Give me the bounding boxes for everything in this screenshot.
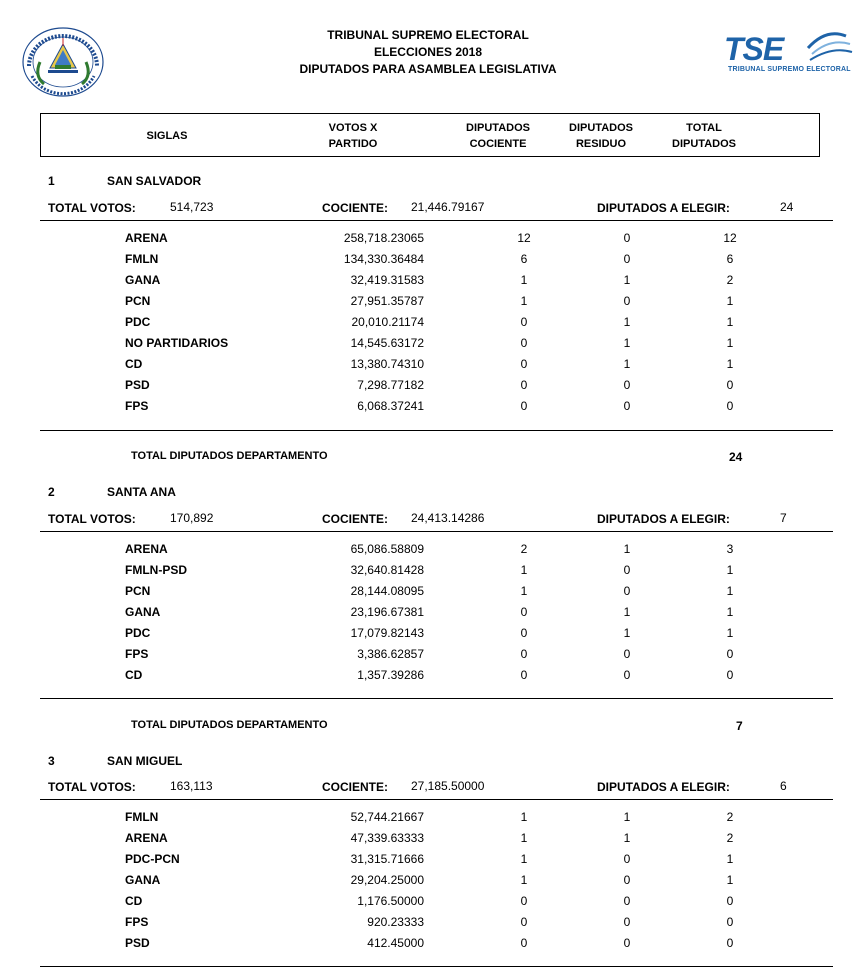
section-divider	[40, 799, 833, 800]
coat-of-arms-seal-icon	[20, 26, 106, 98]
diputados-cociente: 0	[520, 647, 528, 661]
party-votes: 27,951.35787	[350, 294, 424, 308]
diputados-residuo: 0	[623, 852, 631, 866]
total-diputados: 0	[726, 378, 734, 392]
col-total-1: TOTAL	[686, 122, 722, 134]
party-votes: 47,339.63333	[350, 831, 424, 845]
diputados-cociente: 1	[520, 563, 528, 577]
diputados-residuo: 0	[623, 252, 631, 266]
party-name: PSD	[125, 378, 150, 392]
diputados-cociente: 1	[520, 852, 528, 866]
diputados-cociente: 12	[517, 231, 531, 245]
total-diputados: 1	[726, 315, 734, 329]
party-name: FMLN	[125, 252, 159, 266]
total-diputados: 2	[726, 810, 734, 824]
section-divider	[40, 966, 833, 967]
col-residuo-2: RESIDUO	[575, 138, 627, 150]
diputados-residuo: 1	[623, 605, 631, 619]
a-elegir-label: DIPUTADOS A ELEGIR:	[597, 201, 730, 215]
party-votes: 412.45000	[367, 936, 424, 950]
diputados-residuo: 1	[623, 315, 631, 329]
party-row	[0, 810, 868, 831]
logo-caption: TRIBUNAL SUPREMO ELECTORAL	[728, 66, 851, 73]
party-row	[0, 915, 868, 936]
party-row	[0, 936, 868, 957]
cociente-label: COCIENTE:	[322, 780, 388, 794]
total-diputados: 0	[726, 647, 734, 661]
total-diputados: 1	[726, 584, 734, 598]
diputados-cociente: 1	[520, 294, 528, 308]
total-departamento-label: TOTAL DIPUTADOS DEPARTAMENTO	[131, 719, 328, 731]
total-departamento-value: 24	[729, 450, 743, 464]
party-name: PSD	[125, 936, 150, 950]
report-title: TRIBUNAL SUPREMO ELECTORAL	[327, 28, 529, 42]
a-elegir-label: DIPUTADOS A ELEGIR:	[597, 780, 730, 794]
diputados-cociente: 0	[520, 315, 528, 329]
svg-text:TSE: TSE	[724, 31, 784, 67]
col-votos-1: VOTOS X	[328, 122, 378, 134]
party-name: FMLN-PSD	[125, 563, 187, 577]
party-votes: 920.23333	[367, 915, 424, 929]
party-votes: 65,086.58809	[350, 542, 424, 556]
party-votes: 258,718.23065	[343, 231, 424, 245]
party-row	[0, 336, 868, 357]
diputados-cociente: 2	[520, 542, 528, 556]
party-votes: 3,386.62857	[357, 647, 424, 661]
section-divider	[40, 430, 833, 431]
party-row	[0, 894, 868, 915]
diputados-cociente: 1	[520, 831, 528, 845]
total-diputados: 0	[726, 936, 734, 950]
total-votos-value: 170,892	[170, 511, 214, 525]
diputados-residuo: 0	[623, 294, 631, 308]
diputados-residuo: 0	[623, 378, 631, 392]
diputados-residuo: 0	[623, 647, 631, 661]
total-votos-label: TOTAL VOTOS:	[48, 512, 136, 526]
total-departamento-value: 7	[736, 719, 743, 733]
report-heading: DIPUTADOS PARA ASAMBLEA LEGISLATIVA	[299, 62, 557, 76]
total-diputados: 0	[726, 399, 734, 413]
party-name: CD	[125, 668, 143, 682]
party-row	[0, 873, 868, 894]
party-votes: 31,315.71666	[350, 852, 424, 866]
diputados-residuo: 1	[623, 542, 631, 556]
department-number: 1	[48, 174, 55, 188]
diputados-cociente: 0	[520, 936, 528, 950]
diputados-cociente: 0	[520, 894, 528, 908]
col-residuo-1: DIPUTADOS	[569, 122, 633, 134]
diputados-cociente: 1	[520, 584, 528, 598]
party-name: ARENA	[125, 542, 168, 556]
cociente-value: 21,446.79167	[411, 200, 485, 214]
party-row	[0, 605, 868, 626]
col-total-2: DIPUTADOS	[672, 138, 736, 150]
total-diputados: 12	[723, 231, 737, 245]
party-name: GANA	[125, 605, 161, 619]
party-row	[0, 563, 868, 584]
diputados-cociente: 0	[520, 378, 528, 392]
party-votes: 1,176.50000	[357, 894, 424, 908]
department-name: SAN SALVADOR	[107, 174, 202, 188]
party-row	[0, 626, 868, 647]
diputados-residuo: 0	[623, 668, 631, 682]
total-diputados: 2	[726, 831, 734, 845]
party-row	[0, 357, 868, 378]
section-divider	[40, 220, 833, 221]
section-divider	[40, 698, 833, 699]
diputados-residuo: 0	[623, 563, 631, 577]
party-name: CD	[125, 894, 143, 908]
party-votes: 134,330.36484	[343, 252, 424, 266]
party-votes: 32,640.81428	[350, 563, 424, 577]
party-votes: 6,068.37241	[357, 399, 424, 413]
col-cociente-1: DIPUTADOS	[466, 122, 530, 134]
party-name: FMLN	[125, 810, 159, 824]
a-elegir-value: 7	[780, 511, 787, 525]
total-diputados: 1	[726, 563, 734, 577]
diputados-residuo: 0	[623, 936, 631, 950]
total-diputados: 1	[726, 852, 734, 866]
diputados-residuo: 0	[623, 873, 631, 887]
total-votos-label: TOTAL VOTOS:	[48, 780, 136, 794]
diputados-residuo: 1	[623, 336, 631, 350]
diputados-cociente: 0	[520, 605, 528, 619]
diputados-cociente: 0	[520, 336, 528, 350]
party-name: PDC-PCN	[125, 852, 180, 866]
diputados-residuo: 1	[623, 810, 631, 824]
diputados-cociente: 0	[520, 915, 528, 929]
party-row	[0, 852, 868, 873]
diputados-cociente: 1	[520, 273, 528, 287]
column-header-box	[40, 113, 820, 157]
col-siglas: SIGLAS	[146, 130, 188, 142]
party-row	[0, 647, 868, 668]
a-elegir-label: DIPUTADOS A ELEGIR:	[597, 512, 730, 526]
diputados-cociente: 1	[520, 810, 528, 824]
cociente-value: 24,413.14286	[411, 511, 485, 525]
diputados-cociente: 1	[520, 873, 528, 887]
total-diputados: 1	[726, 357, 734, 371]
section-divider	[40, 531, 833, 532]
party-row	[0, 378, 868, 399]
party-votes: 52,744.21667	[350, 810, 424, 824]
department-number: 3	[48, 754, 55, 768]
party-name: ARENA	[125, 831, 168, 845]
diputados-residuo: 1	[623, 831, 631, 845]
diputados-cociente: 0	[520, 626, 528, 640]
total-votos-label: TOTAL VOTOS:	[48, 201, 136, 215]
party-name: PDC	[125, 315, 151, 329]
report-subtitle: ELECCIONES 2018	[373, 45, 483, 59]
total-diputados: 6	[726, 252, 734, 266]
party-row	[0, 252, 868, 273]
diputados-residuo: 0	[623, 584, 631, 598]
party-votes: 1,357.39286	[357, 668, 424, 682]
diputados-cociente: 0	[520, 357, 528, 371]
party-votes: 28,144.08095	[350, 584, 424, 598]
party-row	[0, 542, 868, 563]
party-name: PDC	[125, 626, 151, 640]
party-name: PCN	[125, 584, 151, 598]
party-row	[0, 294, 868, 315]
party-name: FPS	[125, 915, 149, 929]
party-row	[0, 231, 868, 252]
party-row	[0, 399, 868, 420]
diputados-residuo: 0	[623, 231, 631, 245]
party-row	[0, 273, 868, 294]
total-diputados: 0	[726, 915, 734, 929]
department-name: SAN MIGUEL	[107, 754, 183, 768]
total-departamento-label: TOTAL DIPUTADOS DEPARTAMENTO	[131, 450, 328, 462]
party-votes: 20,010.21174	[351, 315, 424, 329]
party-row	[0, 584, 868, 605]
diputados-residuo: 1	[623, 357, 631, 371]
diputados-cociente: 0	[520, 668, 528, 682]
total-diputados: 1	[726, 294, 734, 308]
total-diputados: 1	[726, 873, 734, 887]
diputados-residuo: 0	[623, 915, 631, 929]
total-diputados: 1	[726, 626, 734, 640]
cociente-value: 27,185.50000	[411, 779, 485, 793]
total-diputados: 3	[726, 542, 734, 556]
col-cociente-2: COCIENTE	[469, 138, 527, 150]
diputados-residuo: 0	[623, 894, 631, 908]
party-name: NO PARTIDARIOS	[125, 336, 229, 350]
party-name: GANA	[125, 273, 161, 287]
cociente-label: COCIENTE:	[322, 201, 388, 215]
party-votes: 23,196.67381	[350, 605, 424, 619]
col-votos-2: PARTIDO	[328, 138, 378, 150]
cociente-label: COCIENTE:	[322, 512, 388, 526]
party-votes: 14,545.63172	[350, 336, 424, 350]
party-name: PCN	[125, 294, 151, 308]
total-diputados: 1	[726, 605, 734, 619]
party-name: GANA	[125, 873, 161, 887]
party-votes: 32,419.31583	[350, 273, 424, 287]
a-elegir-value: 6	[780, 779, 787, 793]
diputados-cociente: 0	[520, 399, 528, 413]
total-votos-value: 514,723	[170, 200, 214, 214]
party-name: FPS	[125, 647, 149, 661]
party-name: FPS	[125, 399, 149, 413]
department-number: 2	[48, 485, 55, 499]
total-diputados: 0	[726, 894, 734, 908]
party-votes: 7,298.77182	[357, 378, 424, 392]
party-row	[0, 315, 868, 336]
party-name: ARENA	[125, 231, 168, 245]
total-votos-value: 163,113	[170, 779, 213, 793]
party-votes: 13,380.74310	[350, 357, 424, 371]
party-row	[0, 831, 868, 852]
diputados-residuo: 1	[623, 273, 631, 287]
total-diputados: 1	[726, 336, 734, 350]
party-votes: 17,079.82143	[350, 626, 424, 640]
department-name: SANTA ANA	[107, 485, 176, 499]
diputados-residuo: 0	[623, 399, 631, 413]
party-row	[0, 668, 868, 689]
diputados-cociente: 6	[520, 252, 528, 266]
party-name: CD	[125, 357, 143, 371]
party-votes: 29,204.25000	[350, 873, 424, 887]
diputados-residuo: 1	[623, 626, 631, 640]
total-diputados: 2	[726, 273, 734, 287]
a-elegir-value: 24	[780, 200, 794, 214]
total-diputados: 0	[726, 668, 734, 682]
